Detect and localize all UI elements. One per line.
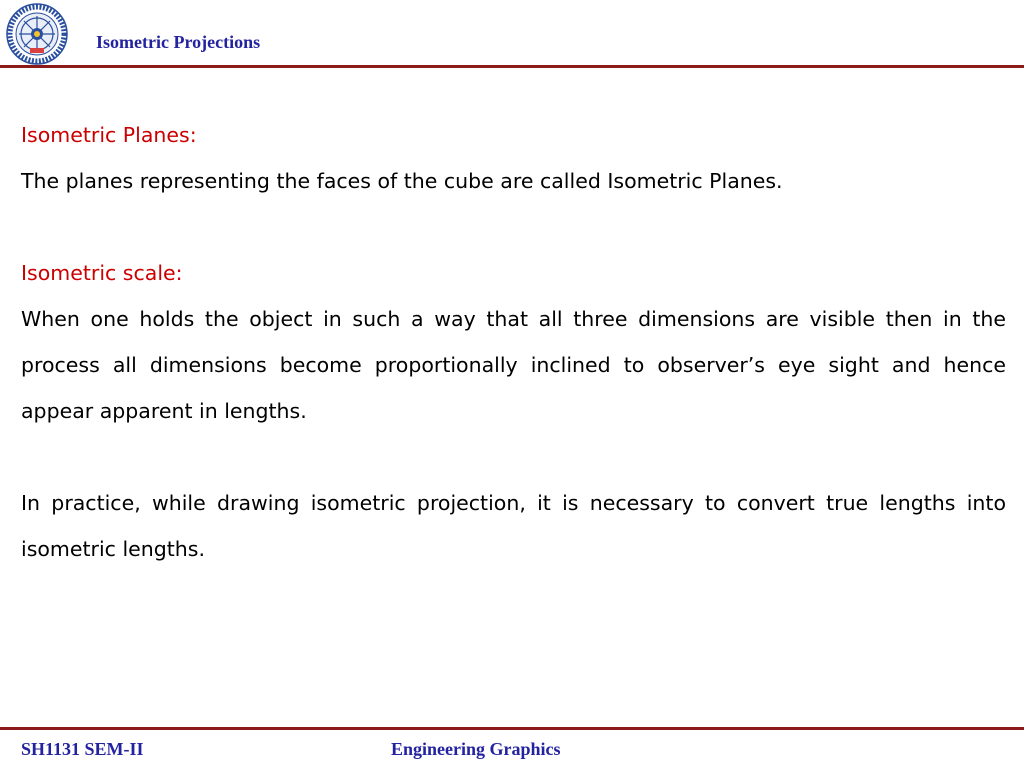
slide-content (21, 112, 1006, 572)
institution-seal-icon (6, 3, 68, 65)
spacer (21, 434, 1006, 480)
section-text-isometric-planes: The planes representing the faces of the cube are called Isometric Planes. (21, 169, 783, 193)
section-text-isometric-scale: When one holds the object in such a way that all three dimensions are visible then in the process all dimensions become proportionally inclined to observer’s eye sight and hence appear apparent in lengths. (21, 307, 1006, 423)
header-title: Isometric Projections (96, 32, 261, 52)
footer-divider (0, 727, 1024, 730)
spacer (21, 204, 1006, 250)
header-divider (0, 65, 1024, 68)
footer-course-code: SH1131 SEM-II (21, 739, 144, 759)
section-heading-isometric-scale: Isometric scale: (21, 261, 183, 285)
section-text-practice: In practice, while drawing isometric projection, it is necessary to convert true lengths into isometric lengths. (21, 491, 1006, 561)
footer-subject: Engineering Graphics (391, 739, 561, 759)
section-heading-isometric-planes: Isometric Planes: (21, 123, 197, 147)
institution-logo (6, 3, 68, 65)
